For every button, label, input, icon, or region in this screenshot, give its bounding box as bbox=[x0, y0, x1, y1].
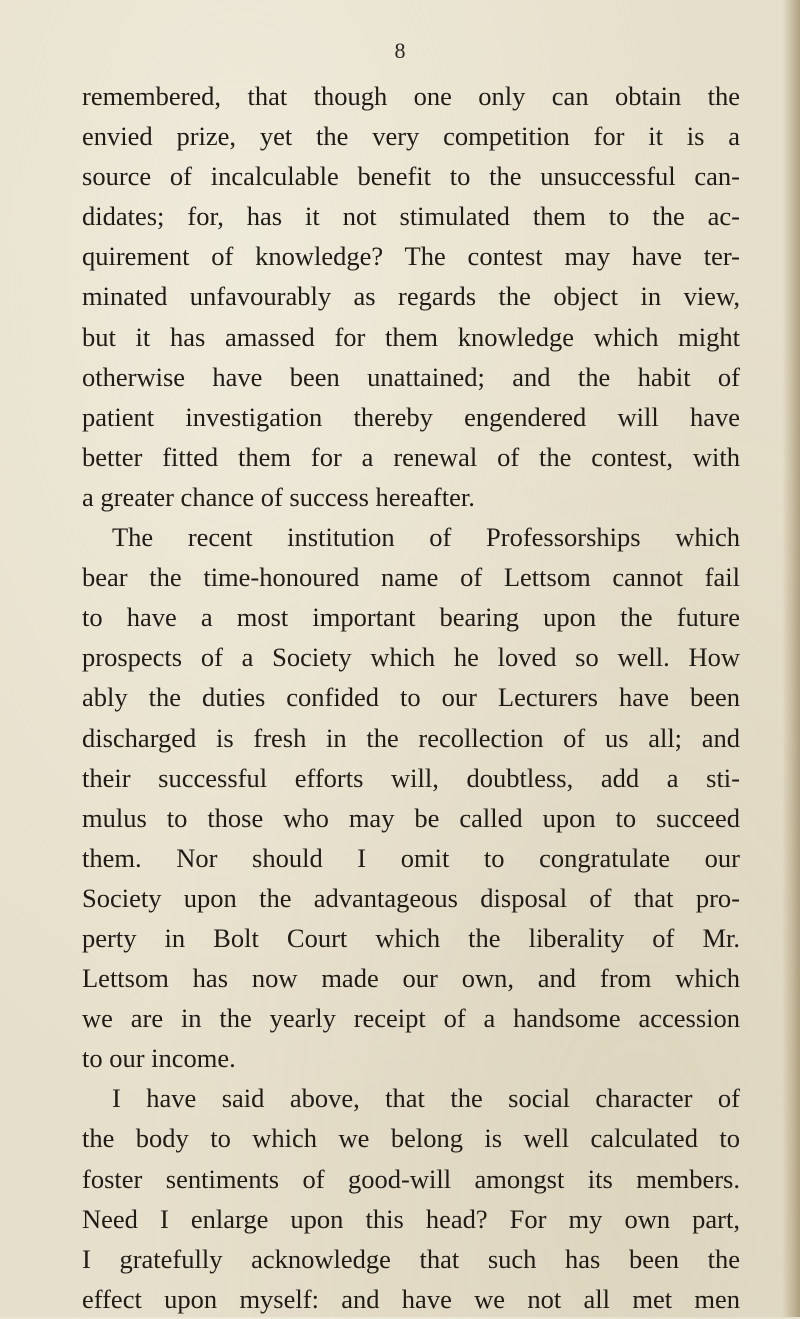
text-line: to our income. bbox=[82, 1043, 236, 1074]
text-line: minated unfavourably as regards the object in view, bbox=[82, 281, 740, 312]
text-line: Lettsom has now made our own, and from which bbox=[82, 963, 740, 994]
text-line: but it has amassed for them knowledge which might bbox=[82, 321, 740, 352]
text-line: ably the duties confided to our Lecturers have been bbox=[82, 682, 740, 713]
text-line: didates; for, has it not stimulated them to the ac- bbox=[82, 201, 740, 232]
text-line: better fitted them for a renewal of the contest, with bbox=[82, 441, 740, 472]
text-line: otherwise have been unattained; and the habit of bbox=[82, 361, 740, 392]
text-line: prospects of a Society which he loved so well. How bbox=[82, 642, 740, 673]
text-line: bear the time-honoured name of Lettsom cannot fail bbox=[82, 562, 740, 593]
text-line: discharged is fresh in the recollection of us all; and bbox=[82, 722, 740, 753]
text-line: them. Nor should I omit to congratulate our bbox=[82, 842, 740, 873]
text-line: the body to which we belong is well calculated to bbox=[82, 1123, 740, 1154]
text-line: The recent institution of Professorships which bbox=[112, 522, 740, 553]
text-line: perty in Bolt Court which the liberality of Mr. bbox=[82, 922, 740, 953]
text-line: effect upon myself: and have we not all met men bbox=[82, 1283, 740, 1314]
text-line: we are in the yearly receipt of a handsome accession bbox=[82, 1003, 740, 1034]
text-line: Need I enlarge upon this head? For my own part, bbox=[82, 1203, 740, 1234]
text-line: mulus to those who may be called upon to succeed bbox=[82, 802, 740, 833]
text-line: I gratefully acknowledge that such has been the bbox=[82, 1243, 740, 1274]
body-text bbox=[82, 76, 740, 1319]
text-line: foster sentiments of good-will amongst its members. bbox=[82, 1163, 740, 1194]
text-line: quirement of knowledge? The contest may have ter- bbox=[82, 241, 740, 272]
text-line: their successful efforts will, doubtless, add a sti- bbox=[82, 762, 740, 793]
text-line: envied prize, yet the very competition for it is a bbox=[82, 121, 740, 152]
text-line: remembered, that though one only can obtain the bbox=[82, 81, 740, 111]
text-line: to have a most important bearing upon the future bbox=[82, 602, 740, 633]
page-edge-shadow bbox=[782, 0, 800, 1317]
text-line: source of incalculable benefit to the unsuccessful can- bbox=[82, 161, 740, 192]
page-number: 8 bbox=[394, 38, 406, 63]
text-line: Society upon the advantageous disposal of that pro- bbox=[82, 882, 740, 913]
text-line: patient investigation thereby engendered will have bbox=[82, 401, 740, 432]
text-line: a greater chance of success hereafter. bbox=[82, 481, 475, 512]
text-line: I have said above, that the social character of bbox=[112, 1083, 740, 1114]
